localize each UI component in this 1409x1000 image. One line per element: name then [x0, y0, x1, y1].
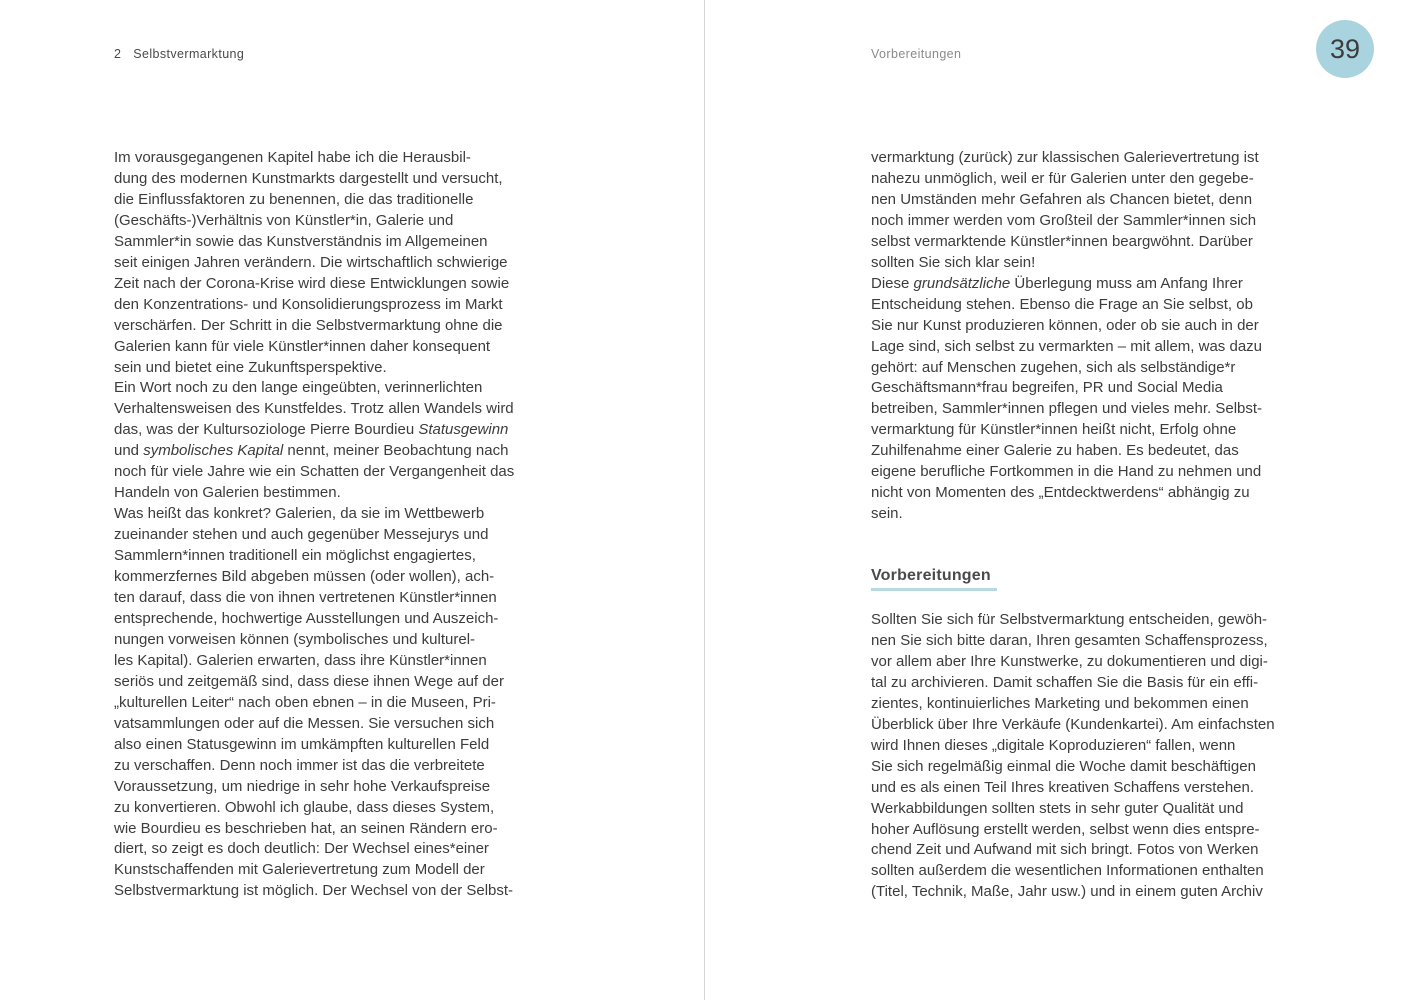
text-line: Im vorausgegangenen Kapitel habe ich die Herausbil-: [114, 149, 471, 166]
section-heading-underline: [871, 588, 997, 591]
text-line: kommerzfernes Bild abgeben müssen (oder wollen), ach-: [114, 568, 495, 586]
text-line: tal zu archivieren. Damit schaffen Sie die Basis für ein effi-: [871, 673, 1259, 691]
right-running-head: Vorbereitungen: [871, 47, 962, 61]
text-line: betreiben, Sammler*innen pflegen und vieles mehr. Selbst-: [871, 400, 1263, 418]
text-line: wie Bourdieu es beschrieben hat, an seinen Rändern ero-: [114, 819, 498, 837]
chapter-number: 2: [114, 47, 122, 61]
text-line: Sie sich regelmäßig einmal die Woche damit beschäftigen: [871, 757, 1256, 775]
text-line: sein und bietet eine Zukunftsperspektive.: [114, 358, 387, 376]
text-line: Werkabbildungen sollten stets in sehr guter Qualität und: [871, 799, 1244, 817]
text-line: verschärfen. Der Schritt in die Selbstvermarktung ohne die: [114, 316, 503, 334]
text-line: Sammler*in sowie das Kunstverständnis im Allgemeinen: [114, 232, 488, 250]
text-line: Selbstvermarktung ist möglich. Der Wechsel von der Selbst-: [114, 882, 514, 900]
text-line: Sie nur Kunst produzieren können, oder ob sie auch in der: [871, 316, 1259, 334]
text-line: sein.: [871, 505, 903, 523]
text-line: Galerien kann für viele Künstler*innen daher konsequent: [114, 337, 491, 355]
text-line: Lage sind, sich selbst zu vermarkten – mit allem, was dazu: [871, 337, 1263, 355]
section-body-text: [871, 610, 1311, 903]
right-body-text: [871, 148, 1311, 525]
section-heading: Vorbereitungen: [871, 567, 991, 584]
text-line: Sammlern*innen traditionell ein möglichst engagiertes,: [114, 547, 476, 565]
text-line: vatsammlungen oder auf die Messen. Sie versuchen sich: [114, 714, 495, 732]
text-line: diert, so zeigt es doch deutlich: Der Wechsel eines*einer: [114, 840, 489, 858]
text-line: Was heißt das konkret? Galerien, da sie im Wettbewerb: [114, 505, 485, 523]
text-line: Zuhilfenahme einer Galerie zu haben. Es bedeutet, das: [871, 442, 1239, 460]
text-line: noch immer werden vom Großteil der Sammler*innen sich: [871, 211, 1257, 229]
text-line: (Titel, Technik, Maße, Jahr usw.) und in einem guten Archiv: [871, 883, 1263, 901]
text-line: Verhaltensweisen des Kunstfeldes. Trotz allen Wandels wird: [114, 400, 514, 418]
text-line: Entscheidung stehen. Ebenso die Frage an Sie selbst, ob: [871, 295, 1253, 313]
text-segment: Diese: [871, 274, 914, 292]
text-line-with-emphasis: [114, 441, 554, 462]
text-line: les Kapital). Galerien erwarten, dass ihre Künstler*innen: [114, 651, 487, 669]
text-line: sollten Sie sich klar sein!: [871, 253, 1036, 271]
text-line: Zeit nach der Corona-Krise wird diese Entwicklungen sowie: [114, 274, 510, 292]
emphasis-symbolisches-kapital: symbolisches Kapital: [143, 442, 284, 460]
text-line: nen Sie sich bitte daran, Ihren gesamten Schaffensprozess,: [871, 631, 1268, 649]
text-line: Voraussetzung, um niedrige in sehr hohe Verkaufspreise: [114, 777, 491, 795]
text-line: sollten außerdem die wesentlichen Informationen enthalten: [871, 862, 1264, 880]
text-line: und es als einen Teil Ihres kreativen Schaffens verstehen.: [871, 778, 1255, 796]
text-line: vor allem aber Ihre Kunstwerke, zu dokumentieren und digi-: [871, 652, 1268, 670]
text-line: vermarktung (zurück) zur klassischen Galerievertretung ist: [871, 149, 1259, 166]
text-line: Handeln von Galerien bestimmen.: [114, 484, 341, 502]
text-line: ten darauf, dass die von ihnen vertretenen Künstler*innen: [114, 589, 497, 607]
text-line: noch für viele Jahre wie ein Schatten der Vergangenheit das: [114, 463, 515, 481]
text-line: vermarktung für Künstler*innen heißt nicht, Erfolg ohne: [871, 421, 1237, 439]
text-line-with-emphasis: [871, 274, 1311, 295]
emphasis-grundsaetzliche: grundsätzliche: [913, 274, 1011, 292]
text-segment: Überlegung muss am Anfang Ihrer: [1010, 274, 1243, 292]
text-line: nen Umständen mehr Gefahren als Chancen bietet, denn: [871, 190, 1253, 208]
text-line: eigene berufliche Fortkommen in die Hand zu nehmen und: [871, 463, 1262, 481]
text-line: (Geschäfts-)Verhältnis von Künstler*in, Galerie und: [114, 211, 454, 229]
right-page: [705, 0, 1409, 1000]
text-line: wird Ihnen dieses „digitale Koproduzieren“ fallen, wenn: [871, 736, 1236, 754]
text-line: nungen vorweisen können (symbolisches und kulturel-: [114, 630, 476, 648]
text-line: entsprechende, hochwertige Ausstellungen und Auszeich-: [114, 609, 499, 627]
text-line: nicht von Momenten des „Entdecktwerdens“ abhängig zu: [871, 484, 1250, 502]
text-line: die Einflussfaktoren zu benennen, die das traditionelle: [114, 190, 474, 208]
text-line: „kulturellen Leiter“ nach oben ebnen – in die Museen, Pri-: [114, 693, 496, 711]
text-line: zueinander stehen und auch gegenüber Messejurys und: [114, 526, 489, 544]
text-line: den Konzentrations- und Konsolidierungsprozess im Markt: [114, 295, 503, 313]
text-line: zu verschaffen. Denn noch immer ist das die verbreitete: [114, 756, 485, 774]
left-running-head: [114, 47, 244, 61]
text-line: nahezu unmöglich, weil er für Galerien unter den gegebe-: [871, 169, 1254, 187]
text-line: Ein Wort noch zu den lange eingeübten, verinnerlichten: [114, 379, 483, 397]
left-body-text: [114, 148, 554, 902]
text-line: Überblick über Ihre Verkäufe (Kundenkartei). Am einfachsten: [871, 715, 1275, 733]
text-line: seriös und zeitgemäß sind, dass diese ihnen Wege auf der: [114, 672, 504, 690]
text-segment: das, was der Kultursoziologe Pierre Bourdieu: [114, 421, 419, 439]
text-line-with-emphasis: [114, 420, 554, 441]
chapter-title: Selbstvermarktung: [133, 47, 245, 61]
text-line: dung des modernen Kunstmarkts dargestellt und versucht,: [114, 169, 503, 187]
text-line: seit einigen Jahren verändern. Die wirtschaftlich schwierige: [114, 253, 508, 271]
text-line: Geschäftsmann*frau begreifen, PR und Social Media: [871, 379, 1223, 397]
text-line: gehört: auf Menschen zugehen, sich als selbständige*r: [871, 358, 1236, 376]
page-number-badge: 39: [1316, 20, 1374, 78]
text-line: zientes, kontinuierliches Marketing und bekommen einen: [871, 694, 1249, 712]
text-line: Kunstschaffenden mit Galerievertretung zum Modell der: [114, 861, 485, 879]
text-line: Sollten Sie sich für Selbstvermarktung entscheiden, gewöh-: [871, 611, 1268, 628]
text-segment: und: [114, 442, 144, 460]
text-line: hoher Auflösung erstellt werden, selbst wenn dies entspre-: [871, 820, 1260, 838]
emphasis-statusgewinn: Statusgewinn: [418, 421, 509, 439]
text-line: selbst vermarktende Künstler*innen beargwöhnt. Darüber: [871, 232, 1253, 250]
left-page: [0, 0, 704, 1000]
text-line: also einen Statusgewinn im umkämpften kulturellen Feld: [114, 735, 490, 753]
text-line: chend Zeit und Aufwand mit sich bringt. Fotos von Werken: [871, 841, 1259, 859]
text-line: zu konvertieren. Obwohl ich glaube, dass dieses System,: [114, 798, 495, 816]
text-segment: nennt, meiner Beobachtung nach: [283, 442, 509, 460]
